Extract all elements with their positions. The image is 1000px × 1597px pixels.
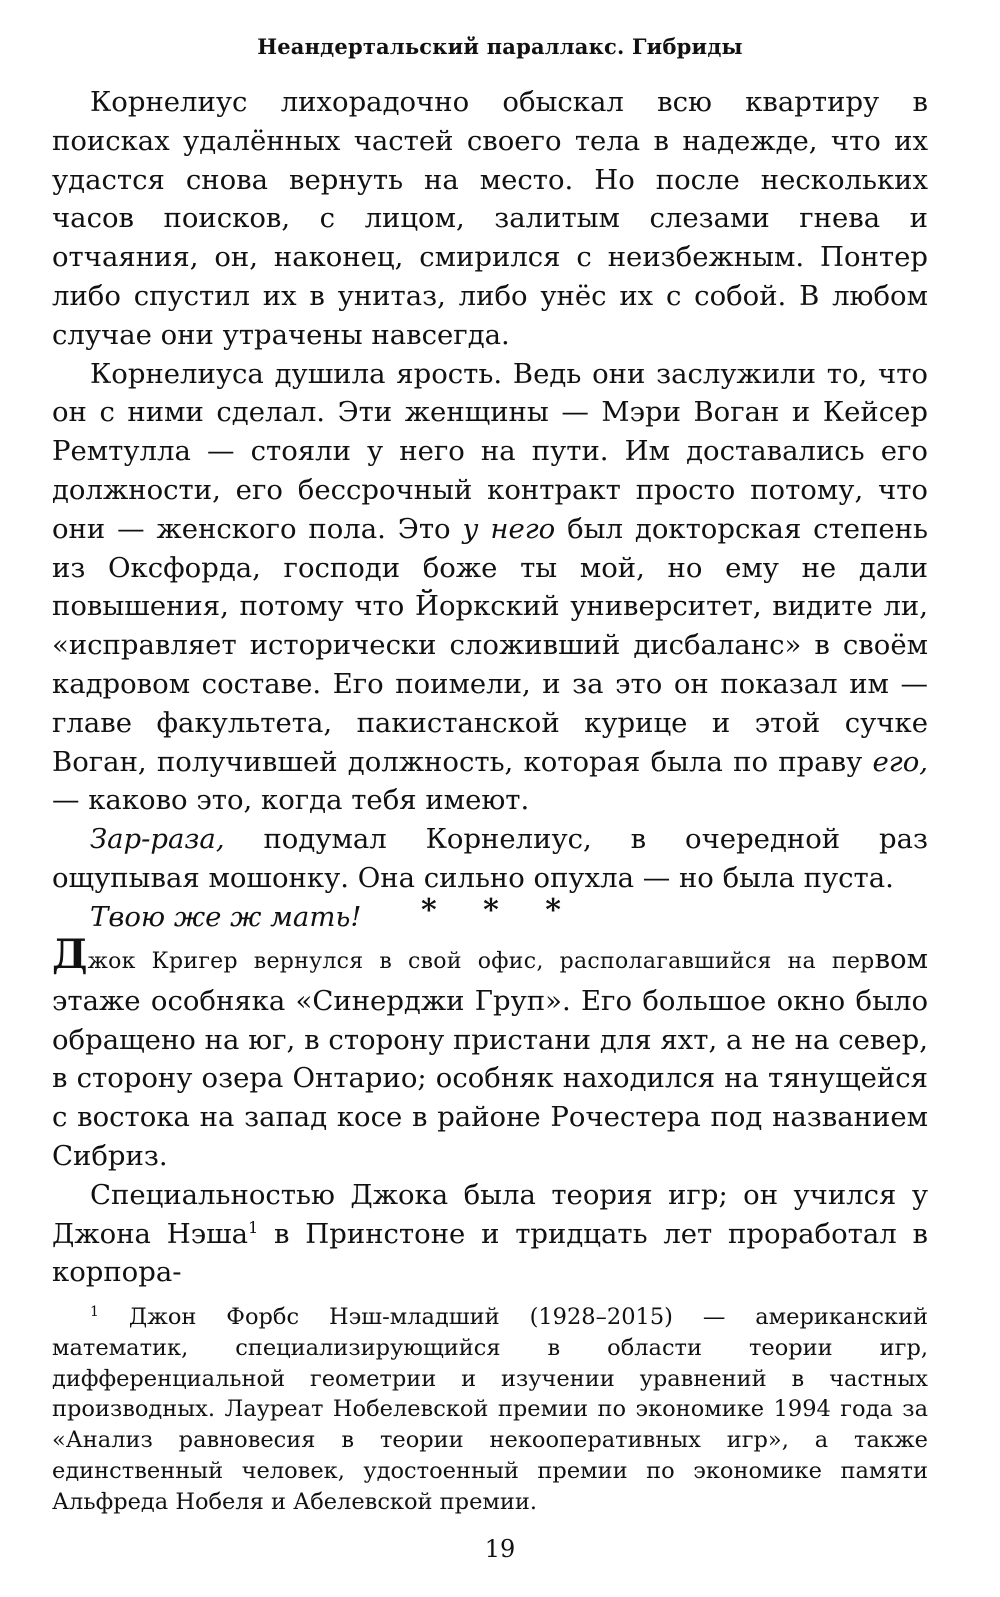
running-head: Неандертальский параллакс. Гибриды [257,34,743,59]
paragraph-2-italic-a: у него [462,512,556,545]
paragraph-2-italic-b: его, [872,745,928,778]
paragraph-2-text-c: — каково это, когда тебя имеют. [52,784,530,817]
paragraph-6-text-a: Специальностью Джока была теория игр; он учился у Джона Нэша [52,1178,928,1250]
paragraph-1: Корнелиус лихорадочно обыскал всю квартиру в поисках удалённых частей своего тела в надежде, что их удастся снова вернуть на место. Но после нескольких часов поисков, с лицом, залитым слезами гнева и отчаяния, он, наконец, смирился с неизбежным. Понтер либо спустил их в унитаз, либо унёс их с собой. В любом случае они утрачены навсегда. [52,86,928,351]
paragraph-2-text-a: Корнелиуса душила ярость. Ведь они заслужили то, что он с ними сделал. Эти женщины — Мэри Воган и Кейсер Ремтулла — стояли у него на пути. Им доставались его должности, его бессрочный контракт просто потому, что они — женского пола. Это [52,357,928,545]
section-separator: * * * [421,893,579,928]
paragraph-3-text: подумал Корнелиус, в очередной раз ощупывая мошонку. Она сильно опухла — но была пуста. [52,823,928,894]
paragraph-2-text-b: был докторская степень из Оксфорда, господи боже ты мой, но ему не дали повышения, потому что Йоркский университет, видите ли, «исправляет исторически сложивший дисбаланс» в своём кадровом составе. Его поимели, и за это он показал им — главе факультета, пакистанской курице и этой сучке Воган, получившей должность, которая была по праву [52,512,928,778]
footnote [52,1302,928,1518]
paragraph-5-text: вом этаже особняка «Синерджи Груп». Его большое окно было обращено на юг, в сторону пристани для яхт, а не на север, в сторону озера Онтарио; особняк находился на тянущейся с востока на запад косе в районе Рочестера под названием Сибриз. [52,943,928,1172]
paragraph-4: Твою же ж мать! [90,900,362,933]
paragraph-2 [52,355,928,821]
page-number: 19 [484,1535,516,1563]
main-text-part-2 [52,931,928,1292]
footnote-marker: 1 [90,1304,99,1320]
footnote-reference[interactable]: 1 [248,1217,259,1237]
paragraph-5 [52,931,928,1176]
paragraph-3 [52,820,928,898]
drop-cap: Д [52,931,88,978]
paragraph-6-text-b: в Принстоне и тридцать лет проработал в корпора- [52,1217,928,1289]
paragraph-3-italic: Зар-раза, [90,823,225,856]
small-caps-lead: жок Кригер вернулся в свой офис, располагавшийся на пер [87,949,875,974]
main-text-part-1 [52,83,928,937]
footnote-text: Джон Форбс Нэш-младший (1928–2015) — американский математик, специализирующийся в области теории игр, дифференциальной геометрии и изучении уравнений в частных производных. Лауреат Нобелевской премии по экономике 1994 года за «Анализ равновесия в теории некооперативных игр», а также единственный человек, удостоенный премии по экономике памяти Альфреда Нобеля и Абелевской премии. [52,1304,928,1515]
paragraph-6 [52,1176,928,1292]
